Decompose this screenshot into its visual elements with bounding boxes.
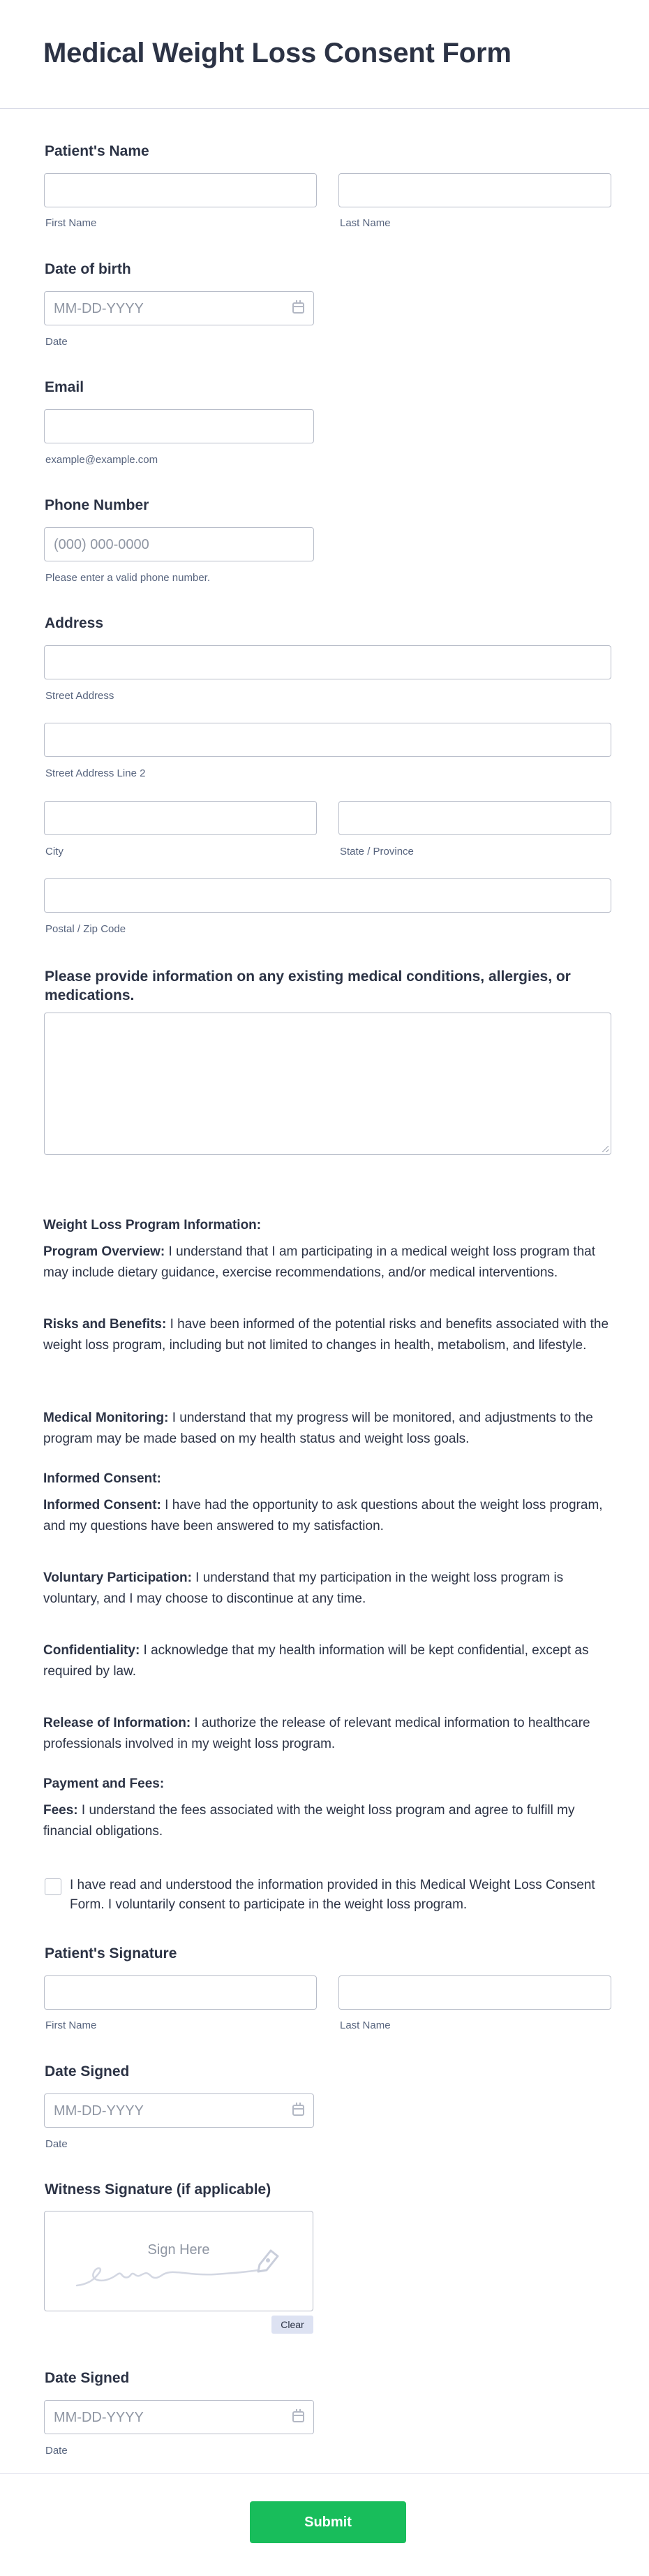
voluntary-participation-body: I understand that my participation in the weight loss program is voluntary, and I may choose to discontinue at any time. — [43, 1570, 564, 1606]
dob-sublabel: Date — [45, 336, 68, 348]
phone-label: Phone Number — [45, 497, 149, 513]
release-information-body: I authorize the release of relevant medical information to healthcare professionals involved in my weight loss program. — [43, 1716, 590, 1751]
medical-monitoring-body: I understand that my progress will be monitored, and adjustments to the program may be made based on my health status and weight loss goals. — [43, 1411, 593, 1446]
risks-benefits-body: I have been informed of the potential risks and benefits associated with the weight loss program, including but not limited to changes in health, metabolism, and lifestyle. — [43, 1317, 609, 1353]
date-signed-input[interactable] — [44, 2093, 314, 2128]
program-overview-title: Program Overview: — [43, 1244, 165, 1259]
city-sublabel: City — [45, 846, 64, 858]
pen-icon — [253, 2244, 283, 2274]
first-name-input[interactable] — [44, 173, 317, 207]
signature-last-name-input[interactable] — [338, 1975, 611, 2010]
signature-placeholder: Sign Here — [147, 2242, 210, 2258]
fees-title: Fees: — [43, 1803, 78, 1818]
last-name-sublabel: Last Name — [340, 217, 391, 229]
payment-fees-heading: Payment and Fees: — [43, 1776, 165, 1791]
voluntary-participation-text — [43, 1568, 616, 1610]
street-address-sublabel: Street Address — [45, 690, 114, 702]
address-label: Address — [45, 615, 104, 631]
signature-first-name-sublabel: First Name — [45, 2019, 97, 2031]
email-sublabel: example@example.com — [45, 454, 158, 466]
phone-placeholder: (000) 000-0000 — [54, 537, 149, 552]
medical-conditions-textarea[interactable] — [44, 1013, 611, 1155]
calendar-icon[interactable] — [292, 302, 304, 314]
calendar-icon[interactable] — [292, 2105, 304, 2116]
risks-benefits-text — [43, 1314, 616, 1356]
confidentiality-body: I acknowledge that my health information will be kept confidential, except as required by law. — [43, 1643, 589, 1679]
informed-consent-body: I have had the opportunity to ask questions about the weight loss program, and my questions have been answered to my satisfaction. — [43, 1498, 603, 1533]
consent-checkbox[interactable] — [45, 1878, 61, 1895]
dob-label: Date of birth — [45, 261, 131, 277]
resize-handle-icon[interactable] — [602, 1146, 609, 1152]
submit-button[interactable]: Submit — [250, 2501, 406, 2543]
phone-input[interactable] — [44, 527, 314, 561]
consent-checkbox-label[interactable]: I have read and understood the information provided in this Medical Weight Loss Consent Form. I voluntarily consent to participate in the weight loss program. — [70, 1878, 595, 1912]
witness-date-signed-placeholder: MM-DD-YYYY — [54, 2410, 144, 2425]
witness-date-signed-sublabel: Date — [45, 2445, 68, 2457]
footer-divider — [0, 2473, 649, 2474]
witness-date-signed-input[interactable] — [44, 2400, 314, 2434]
informed-consent-title: Informed Consent: — [43, 1498, 161, 1513]
dob-placeholder: MM-DD-YYYY — [54, 301, 144, 316]
state-sublabel: State / Province — [340, 846, 414, 858]
signature-first-name-input[interactable] — [44, 1975, 317, 2010]
date-signed-label: Date Signed — [45, 2063, 130, 2080]
email-input[interactable] — [44, 409, 314, 443]
medical-conditions-label: Please provide information on any existing medical conditions, allergies, or medications. — [45, 969, 571, 1003]
first-name-sublabel: First Name — [45, 217, 97, 229]
form-header — [0, 0, 649, 109]
street-address-input[interactable] — [44, 645, 611, 679]
witness-date-signed-label: Date Signed — [45, 2370, 130, 2386]
last-name-input[interactable] — [338, 173, 611, 207]
release-information-title: Release of Information: — [43, 1716, 191, 1730]
medical-monitoring-text — [43, 1408, 616, 1450]
fees-body: I understand the fees associated with the weight loss program and agree to fulfill my financial obligations. — [43, 1803, 575, 1839]
calendar-icon[interactable] — [292, 2411, 304, 2422]
release-information-text — [43, 1713, 616, 1755]
street-address-2-input[interactable] — [44, 723, 611, 757]
patient-signature-label: Patient's Signature — [45, 1945, 177, 1962]
medical-monitoring-title: Medical Monitoring: — [43, 1411, 169, 1425]
zip-input[interactable] — [44, 878, 611, 913]
witness-signature-label: Witness Signature (if applicable) — [45, 2181, 271, 2198]
clear-signature-button[interactable]: Clear — [271, 2316, 313, 2334]
risks-benefits-title: Risks and Benefits: — [43, 1317, 167, 1332]
program-overview-body: I understand that I am participating in a medical weight loss program that may include dietary guidance, exercise recommendations, and/or medical interventions. — [43, 1244, 596, 1280]
fees-text — [43, 1800, 616, 1842]
program-overview-text — [43, 1242, 616, 1283]
state-input[interactable] — [338, 801, 611, 835]
witness-signature-pad[interactable] — [44, 2211, 313, 2311]
informed-consent-heading: Informed Consent: — [43, 1471, 161, 1486]
date-signed-placeholder: MM-DD-YYYY — [54, 2103, 144, 2119]
patient-name-label: Patient's Name — [45, 143, 149, 159]
confidentiality-title: Confidentiality: — [43, 1643, 140, 1658]
signature-last-name-sublabel: Last Name — [340, 2019, 391, 2031]
informed-consent-text — [43, 1495, 616, 1537]
date-signed-sublabel: Date — [45, 2138, 68, 2150]
confidentiality-text — [43, 1640, 616, 1682]
form-title: Medical Weight Loss Consent Form — [43, 38, 512, 68]
dob-input[interactable] — [44, 291, 314, 325]
email-label: Email — [45, 379, 84, 395]
zip-sublabel: Postal / Zip Code — [45, 923, 126, 935]
street-address-2-sublabel: Street Address Line 2 — [45, 767, 146, 779]
voluntary-participation-title: Voluntary Participation: — [43, 1570, 192, 1585]
city-input[interactable] — [44, 801, 317, 835]
phone-sublabel: Please enter a valid phone number. — [45, 572, 210, 584]
program-info-heading: Weight Loss Program Information: — [43, 1218, 262, 1232]
